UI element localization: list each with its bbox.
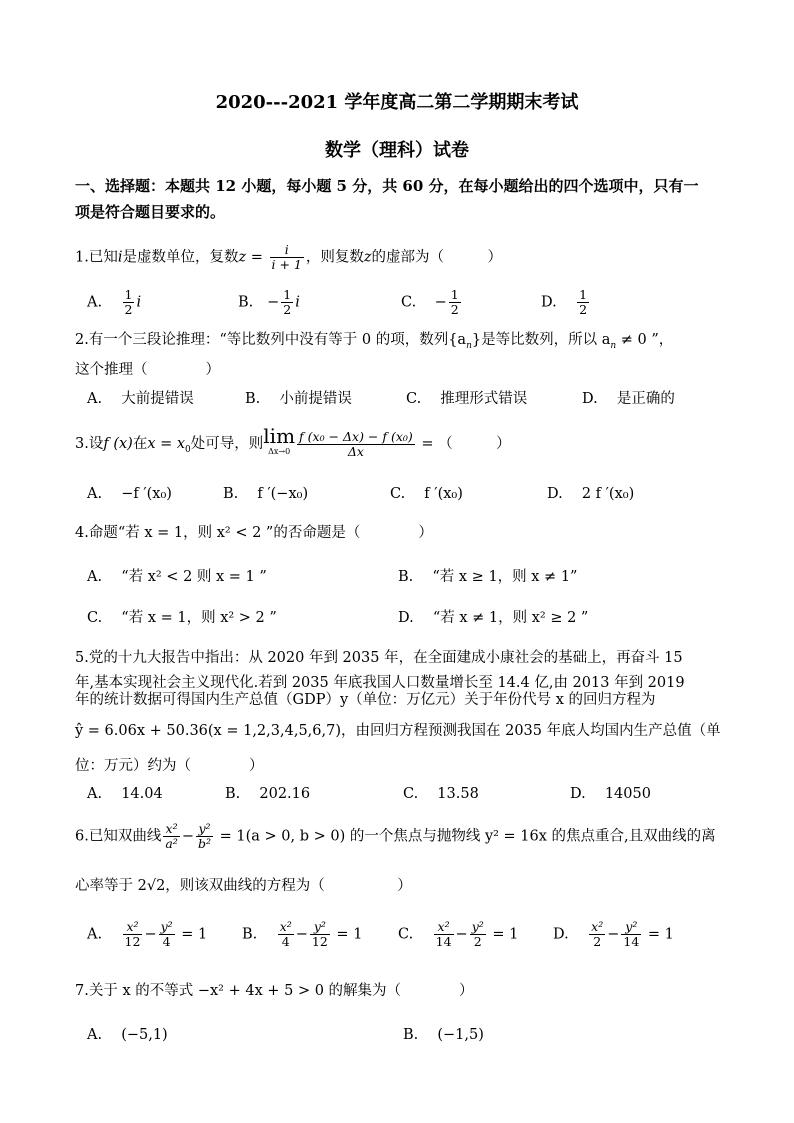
q1-mid: 是虚数单位，复数	[122, 249, 239, 266]
q4-option-b[interactable]: B. “若 x ≥ 1，则 x ≠ 1”	[398, 569, 578, 585]
q6-c-frac1	[434, 920, 454, 949]
q1-b-frac	[281, 288, 293, 317]
q1-c-num: 1	[450, 287, 459, 302]
q1-den: i + 1	[271, 257, 302, 272]
q6-a2: a²	[165, 836, 178, 851]
q3-suffix: = （ ）	[416, 436, 511, 452]
q6-frac-y	[196, 822, 213, 851]
question-2-stem-line2: 这个推理（ ）	[75, 362, 220, 378]
page-subtitle: 数学（理科）试卷	[325, 140, 469, 161]
q6-c-y2: y²	[471, 919, 484, 934]
q3-fraction	[297, 430, 415, 459]
q6-d-d1: 2	[593, 934, 602, 949]
q3-option-a[interactable]: A. −f ′(x₀)	[87, 486, 172, 502]
q6-a-label: A.	[87, 926, 103, 943]
q1-z2: z	[363, 249, 372, 266]
q6-b2: b²	[197, 836, 211, 851]
q6-b-y2: y²	[310, 920, 330, 935]
q4-option-d[interactable]: D. “若 x ≠ 1，则 x² ≥ 2 ”	[398, 610, 589, 626]
q1-c-minus: −	[434, 294, 447, 311]
q3-den: Δx	[347, 443, 364, 459]
question-1-stem	[75, 243, 725, 272]
q6-c-label: C.	[398, 926, 414, 943]
q1-option-a[interactable]	[87, 288, 141, 317]
q1-b-label: B.	[238, 294, 254, 311]
q1-option-b[interactable]	[238, 288, 300, 317]
q3-fx: f (x)	[103, 436, 133, 452]
q6-a-frac1	[123, 920, 143, 949]
q1-a-den: 2	[124, 302, 133, 317]
q6-option-d[interactable]: D. $\frac{\text{x²}}{2}$ − $\frac{\text{y²}}{14}$ = 1	[553, 919, 674, 949]
q6-b-frac1	[278, 920, 294, 949]
section-heading-line1: 一、选择题：本题共 12 小题，每小题 5 分，共 60 分，在每小题给出的四个选项中，只有一	[75, 177, 699, 195]
q3-option-c[interactable]: C. f ′(x₀)	[390, 486, 463, 502]
q6-a-d2: 4	[162, 934, 171, 949]
q6-d-frac2	[621, 920, 641, 949]
q6-a-frac2	[159, 920, 175, 949]
section-heading-line2: 项是符合题目要求的。	[75, 203, 226, 221]
q1-b-minus: −	[267, 294, 280, 311]
q1-c-den: 2	[450, 302, 459, 317]
q2-line1b: }是等比数列，所以 a	[471, 332, 611, 348]
q1-d-frac	[577, 288, 589, 317]
q1-suffix: ，则复数	[305, 249, 364, 266]
q1-d-den: 2	[579, 302, 588, 317]
q5-option-d[interactable]: D. 14050	[570, 786, 651, 802]
q3-cond: x = x	[147, 436, 186, 452]
q6-mid: = 1(a > 0, b > 0) 的一个焦点与抛物线 y² = 16x 的焦点重合,且双曲线的离	[214, 828, 716, 845]
q3-prefix: 3.设	[75, 436, 104, 452]
q3-mid: 在	[132, 436, 148, 452]
q1-a-label: A.	[87, 294, 103, 311]
q2-sub-n2: n	[610, 340, 617, 351]
q5-option-b[interactable]: B. 202.16	[225, 786, 311, 802]
q1-eq: =	[246, 249, 268, 266]
q1-a-num: 1	[124, 287, 133, 302]
question-5-line2: 年,基本实现社会主义现代化.若到 2035 年底我国人口数量增长至 14.4 亿,由 2013 年到 2019	[75, 675, 685, 691]
q6-option-c[interactable]: C. $\frac{\text{x²}}{14}$ − $\frac{\text{y²}}{2}$ = 1	[398, 919, 519, 949]
q3-num: f (x₀ − Δx) − f (x₀)	[299, 428, 413, 444]
q1-a-i: i	[136, 294, 142, 311]
q6-d-frac1	[589, 920, 605, 949]
q1-d-label: D.	[541, 294, 557, 311]
q3-option-b[interactable]: B. f ′(−x₀)	[223, 486, 309, 502]
q1-d-num: 1	[579, 287, 588, 302]
q3-limsub: Δx→0	[268, 447, 291, 456]
q1-num: i	[270, 243, 304, 258]
q6-b-d1: 4	[281, 934, 290, 949]
question-5-line5: 位：万元）约为（ ）	[75, 758, 264, 774]
q6-d-eq: = 1	[643, 926, 674, 943]
q7-option-a[interactable]: A. (−5,1)	[87, 1027, 168, 1043]
q3-limit	[263, 424, 296, 460]
question-6-line1: 6.已知双曲线 $\frac{\text{x²}}{\text{a²}}$ − $\frac{\text{y²}}{\text{b²}}$ = 1(a > 0, b > 0) 的一个焦点与抛物线 y² = 16x 的焦点重合,且双曲线的离	[75, 821, 716, 851]
q6-d-x2: x²	[591, 919, 604, 934]
q6-d-y2: y²	[621, 920, 641, 935]
q4-option-a[interactable]: A. “若 x² < 2 则 x = 1 ”	[87, 569, 267, 585]
page-title: 2020---2021 学年度高二第二学期期末考试	[215, 92, 579, 113]
q6-y2: y²	[196, 822, 213, 837]
q6-c-d1: 14	[435, 934, 452, 949]
q5-option-c[interactable]: C. 13.58	[403, 786, 479, 802]
question-3-stem	[75, 424, 725, 460]
q6-prefix: 6.已知双曲线	[75, 828, 162, 845]
q6-c-eq: = 1	[487, 926, 519, 943]
q1-suffix2: 的虚部为（ ）	[371, 249, 503, 266]
q6-b-eq: = 1	[331, 926, 363, 943]
question-4-stem: 4.命题“若 x = 1，则 x² < 2 ”的否命题是（ ）	[75, 525, 433, 541]
q6-option-b[interactable]: B. $\frac{\text{x²}}{4}$ − $\frac{\text{y²}}{12}$ = 1	[242, 919, 363, 949]
q3-lim: lim	[263, 424, 296, 448]
q1-fraction	[270, 243, 304, 272]
q3-option-d[interactable]: D. 2 f ′(x₀)	[547, 486, 635, 502]
q2-sub-n: n	[466, 340, 472, 351]
q6-c-frac2	[470, 920, 486, 949]
q1-z: z	[238, 249, 247, 266]
q6-d-d2: 14	[623, 934, 640, 949]
q7-option-b[interactable]: B. (−1,5)	[403, 1027, 484, 1043]
q6-a-eq: = 1	[176, 926, 208, 943]
q3-sub0: 0	[185, 444, 191, 455]
q6-b-label: B.	[242, 926, 258, 943]
q5-option-a[interactable]: A. 14.04	[87, 786, 163, 802]
question-5-line1: 5.党的十九大报告中指出：从 2020 年到 2035 年，在全面建成小康社会的基础上，再奋斗 15	[75, 650, 683, 666]
q6-c-x2: x²	[434, 920, 454, 935]
q4-option-c[interactable]: C. “若 x = 1，则 x² > 2 ”	[87, 610, 277, 626]
q2-option-c[interactable]: C. 推理形式错误	[406, 391, 528, 407]
q6-b-frac2	[310, 920, 330, 949]
q6-d-label: D.	[553, 926, 569, 943]
q6-option-a[interactable]: A. $\frac{\text{x²}}{12}$ − $\frac{\text{y²}}{4}$ = 1	[87, 919, 208, 949]
q6-b-d2: 12	[311, 934, 328, 949]
q1-option-d[interactable]	[541, 288, 591, 317]
question-5-line3: 年的统计数据可得国内生产总值（GDP）y（单位：万亿元）关于年份代号 x 的回归方程为	[75, 692, 656, 708]
q6-c-d2: 2	[473, 934, 482, 949]
q6-b-x2: x²	[279, 919, 292, 934]
question-7-stem: 7.关于 x 的不等式 −x² + 4x + 5 > 0 的解集为（ ）	[75, 983, 474, 999]
q1-prefix: 1.已知	[75, 249, 118, 266]
question-6-line2: 心率等于 2√2，则该双曲线的方程为（ ）	[75, 878, 412, 894]
q6-x2: x²	[163, 822, 179, 837]
q1-i: i	[117, 249, 123, 266]
q3-mid2: 处可导，则	[190, 436, 264, 452]
q1-a-frac	[123, 288, 135, 317]
q2-line1c: ≠ 0 ”，	[616, 332, 674, 348]
q2-line1: 2.有一个三段论推理：“等比数列中没有等于 0 的项，数列{a	[75, 332, 467, 348]
q6-a-d1: 12	[124, 934, 141, 949]
q1-c-frac	[449, 288, 461, 317]
q2-option-a[interactable]: A. 大前提错误	[87, 391, 194, 407]
q6-a-y2: y²	[160, 919, 173, 934]
q6-frac-x	[163, 822, 179, 851]
q2-option-d[interactable]: D. 是正确的	[582, 391, 675, 407]
q1-option-c[interactable]	[401, 288, 463, 317]
q1-b-i: i	[295, 294, 300, 311]
q1-b-den: 2	[283, 302, 292, 317]
q2-option-b[interactable]: B. 小前提错误	[245, 391, 352, 407]
q1-b-num: 1	[283, 287, 292, 302]
question-5-line4: ŷ = 6.06x + 50.36(x = 1,2,3,4,5,6,7)，由回归方程预测我国在 2035 年底人均国内生产总值（单	[75, 723, 721, 739]
q1-c-label: C.	[401, 294, 417, 311]
question-2-stem-line1	[75, 330, 725, 356]
q6-a-x2: x²	[123, 920, 143, 935]
